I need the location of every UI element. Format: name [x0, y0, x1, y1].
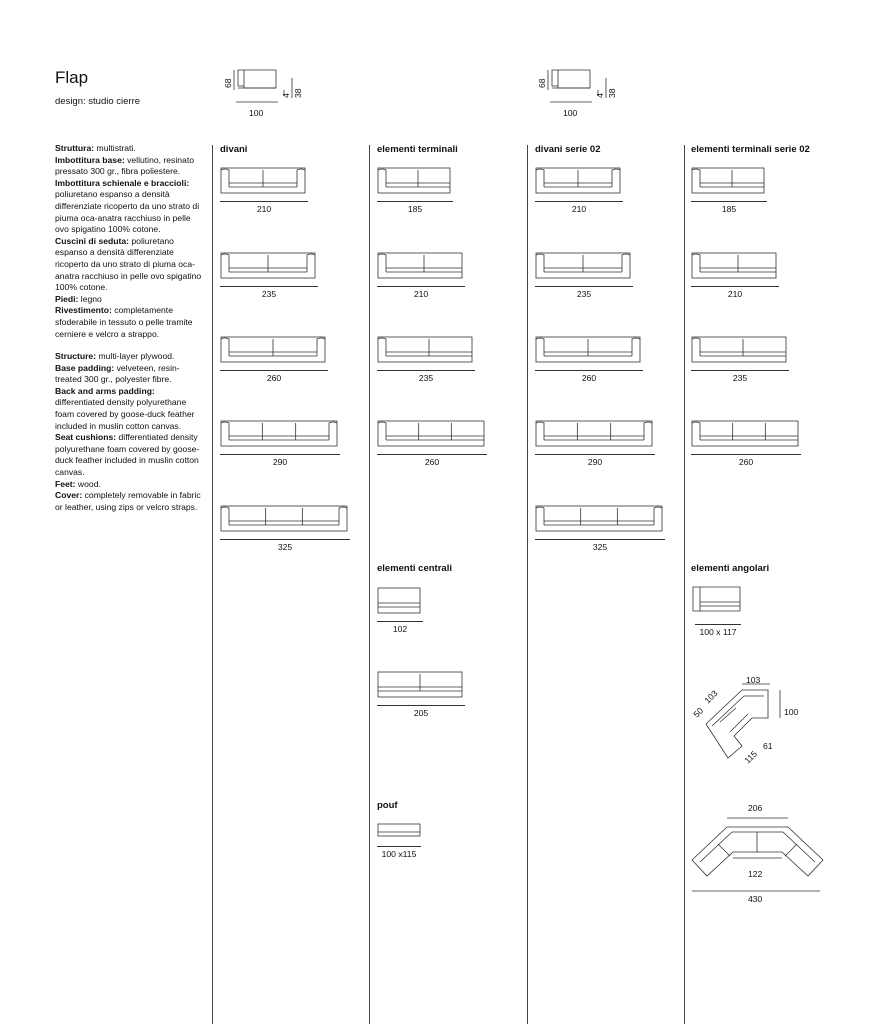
sofa-width-label: 185	[721, 204, 737, 214]
description-label: Cuscini di seduta:	[55, 235, 130, 246]
column-divider	[527, 145, 528, 1024]
description-text: differentiated density polyurethane foam covered by goose-duck feather included in muslin cotton canvas.	[55, 432, 200, 478]
large-dim-top: 206	[748, 803, 763, 813]
heading-divani: divani	[220, 144, 248, 155]
description-paragraph	[55, 236, 205, 294]
description-text: completamente sfoderabile in tessuto o pelle tramite cerniere e velcro a strappo.	[55, 305, 193, 339]
profile-drawing-2	[536, 66, 626, 126]
sofa-width-label: 325	[277, 542, 293, 552]
description-text: differentiated density polyurethane foam covered by goose-duck feather included in muslin cotton canvas.	[55, 397, 195, 431]
description-paragraph	[55, 143, 205, 155]
dim-line	[220, 286, 318, 287]
sofa-drawing	[535, 505, 665, 535]
description-paragraph	[55, 294, 205, 306]
sofa-drawing	[535, 336, 643, 366]
sofa-drawing	[535, 420, 655, 450]
sofa-drawing	[535, 167, 623, 197]
description-label: Structure:	[55, 351, 97, 362]
description-label: Struttura:	[55, 143, 95, 153]
sofa-drawing	[220, 505, 350, 535]
column-divider	[684, 145, 685, 1024]
sofa-width-label: 325	[592, 542, 608, 552]
designer-credit: design: studio cierre	[55, 96, 141, 107]
dim-line	[377, 370, 475, 371]
sofa-drawing	[691, 336, 789, 366]
sofa-width-label: 235	[732, 373, 748, 383]
sofa-drawing	[220, 252, 318, 282]
dim-line	[377, 286, 465, 287]
sofa-width-label: 102	[392, 624, 408, 634]
pouf-drawing	[377, 823, 423, 839]
heading-terminali02: elementi terminali serie 02	[691, 144, 810, 155]
dim-line	[691, 201, 767, 202]
description-label: Imbottitura base:	[55, 154, 125, 165]
sofa-width-label: 210	[571, 204, 587, 214]
description-paragraph	[55, 351, 205, 363]
dim-line	[220, 539, 350, 540]
sofa-drawing	[377, 167, 453, 197]
dim-line	[220, 370, 328, 371]
description-text: poliuretano espanso a densità differenziate ricoperto da uno strato di piuma oca-anatra racchiuso in pelle ovo spigatino 100% cotone.	[55, 235, 202, 293]
sofa-width-label: 210	[413, 289, 429, 299]
heading-centrali: elementi centrali	[377, 563, 452, 574]
description-label: Imbottitura schienale e braccioli:	[55, 177, 190, 188]
sofa-drawing	[377, 252, 465, 282]
description-label: Seat cushions:	[55, 432, 117, 443]
large-dim-total: 430	[748, 894, 763, 904]
description-paragraph	[55, 490, 205, 513]
heading-serie02: divani serie 02	[535, 144, 601, 155]
dim-line	[691, 370, 789, 371]
sofa-drawing	[691, 252, 779, 282]
heading-pouf: pouf	[377, 800, 398, 811]
description-label: Cover:	[55, 490, 83, 501]
sofa-width-label: 205	[413, 708, 429, 718]
description-paragraph	[55, 432, 205, 478]
profile-height: 68	[223, 78, 233, 88]
dim-line	[535, 454, 655, 455]
description-paragraph	[55, 155, 205, 178]
description-label: Base padding:	[55, 362, 115, 373]
dim-line	[691, 286, 779, 287]
corner-element-dim: 100 x 117	[699, 627, 737, 637]
heading-terminali: elementi terminali	[377, 144, 458, 155]
dim-line	[377, 705, 465, 706]
pouf-dim: 100 x115	[381, 849, 417, 859]
angled-dim-left: 50	[691, 705, 706, 720]
description-text: legno	[78, 293, 102, 304]
sofa-width-label: 260	[424, 457, 440, 467]
description-paragraph	[55, 305, 205, 340]
description-label: Piedi:	[55, 293, 79, 304]
profile-depth-2: 100	[563, 108, 578, 118]
dim-line	[220, 201, 308, 202]
angled-corner-drawing	[690, 672, 810, 772]
sofa-drawing	[377, 587, 423, 617]
dim-line	[220, 454, 340, 455]
profile-seat-height-2: 38	[607, 88, 617, 98]
sofa-width-label: 290	[272, 457, 288, 467]
dim-line	[535, 539, 665, 540]
column-divider	[369, 145, 370, 1024]
sofa-width-label: 210	[256, 204, 272, 214]
sofa-width-label: 235	[418, 373, 434, 383]
sofa-width-label: 235	[576, 289, 592, 299]
angled-dim-right: 100	[784, 707, 799, 717]
description-text: wood.	[75, 478, 101, 489]
sofa-drawing	[691, 420, 801, 450]
corner-element-drawing	[692, 586, 752, 616]
dim-line	[535, 286, 633, 287]
sofa-drawing	[691, 167, 767, 197]
dim-line	[691, 454, 801, 455]
sofa-drawing	[377, 336, 475, 366]
profile-drawing-1	[222, 66, 312, 126]
dim-line	[377, 846, 421, 847]
dim-line	[377, 454, 487, 455]
description-label: Feet:	[55, 478, 76, 489]
sofa-width-label: 260	[266, 373, 282, 383]
sofa-width-label: 235	[261, 289, 277, 299]
description-text: vellutino, resinato pressato 300 gr., fibra poliestere.	[55, 154, 194, 177]
sofa-drawing	[535, 252, 633, 282]
description-label: Back and arms padding:	[55, 385, 155, 396]
sofa-width-label: 260	[581, 373, 597, 383]
description-text: multi-layer plywood.	[96, 351, 175, 362]
large-corner-drawing	[690, 800, 825, 905]
profile-depth: 100	[249, 108, 264, 118]
description-en	[55, 351, 205, 513]
sofa-drawing	[220, 420, 340, 450]
sofa-width-label: 260	[738, 457, 754, 467]
sofa-drawing	[377, 420, 487, 450]
angled-dim-inner: 61	[763, 741, 773, 751]
description-paragraph	[55, 363, 205, 386]
profile-foot-2: 4	[595, 93, 605, 98]
dim-line	[535, 201, 623, 202]
angled-dim-diag: 103	[702, 688, 720, 706]
profile-foot: 4	[281, 93, 291, 98]
sofa-drawing	[377, 671, 465, 701]
large-dim-inner: 122	[748, 869, 763, 879]
description-label: Rivestimento:	[55, 305, 112, 316]
dim-line	[695, 624, 741, 625]
sofa-width-label: 210	[727, 289, 743, 299]
description	[55, 143, 205, 513]
sofa-drawing	[220, 167, 308, 197]
profile-seat-height: 38	[293, 88, 303, 98]
sofa-width-label: 185	[407, 204, 423, 214]
profile-height-2: 68	[537, 78, 547, 88]
description-text: velveteen, resin-treated 300 gr., polyester fibre.	[55, 362, 180, 385]
column-divider	[212, 145, 213, 1024]
sofa-width-label: 290	[587, 457, 603, 467]
sofa-drawing	[220, 336, 328, 366]
description-paragraph	[55, 386, 205, 432]
page-title: Flap	[55, 68, 89, 87]
description-text: multistrati.	[94, 143, 136, 153]
angled-dim-top: 103	[746, 675, 761, 685]
description-paragraph	[55, 178, 205, 236]
description-it	[55, 143, 205, 340]
angled-dim-bottom: 115	[742, 748, 760, 766]
dim-line	[377, 621, 423, 622]
description-text: completely removable in fabric or leather, using zips or velcro straps.	[55, 490, 201, 512]
description-paragraph	[55, 479, 205, 491]
heading-angolari: elementi angolari	[691, 563, 770, 574]
dim-line	[377, 201, 453, 202]
description-text: poliuretano espanso a densità differenziate ricoperto da uno strato di piuma oca-anatra racchiuso in pelle ovo spigatino 100% cotone.	[55, 189, 200, 235]
dim-line	[535, 370, 643, 371]
